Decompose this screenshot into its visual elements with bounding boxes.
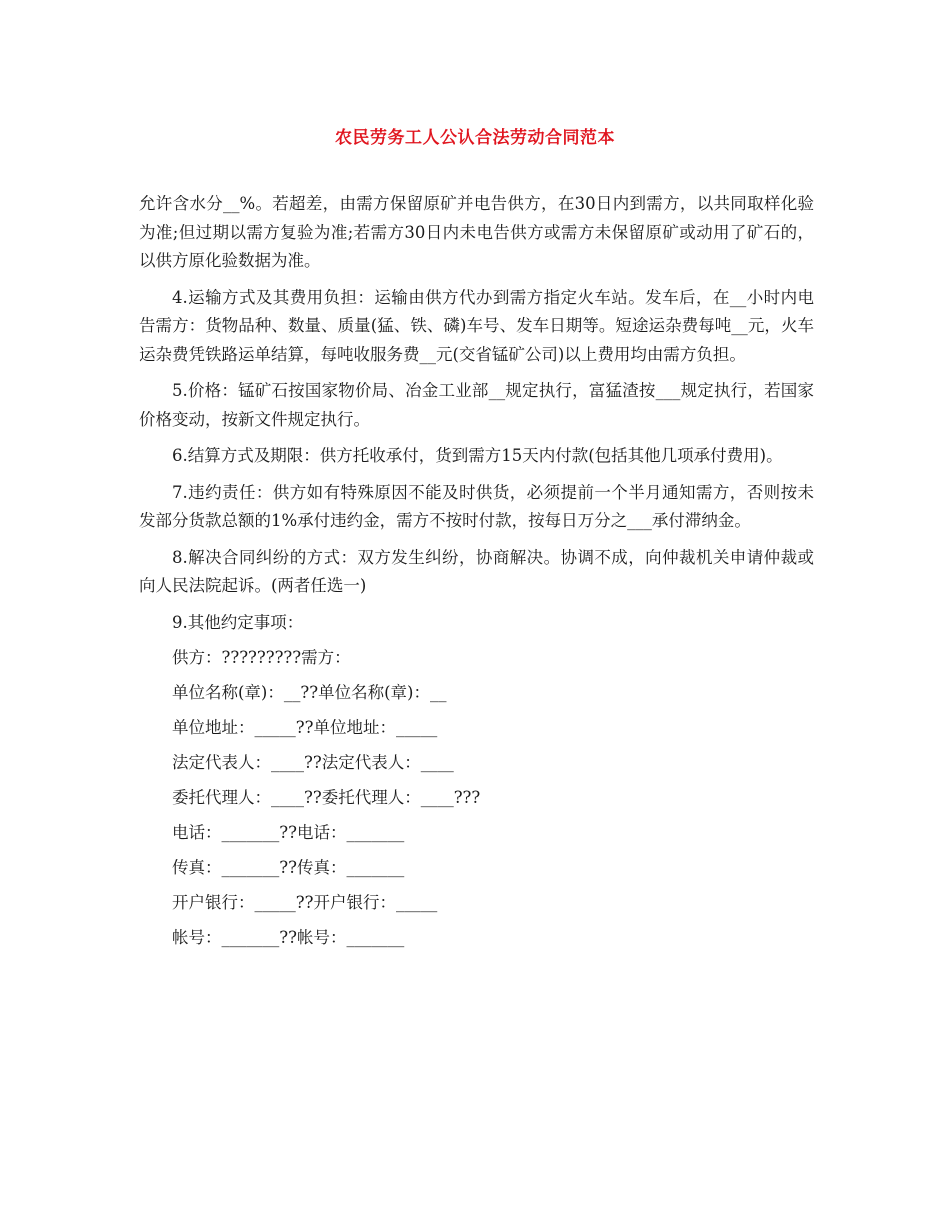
paragraph-moisture: 允许含水分__%。若超差，由需方保留原矿并电告供方，在30日内到需方，以共同取样化验为准;但过期以需方复验为准;若需方30日内未电告供方或需方未保留原矿或动用了矿石的，以供方原化验数据为准。 <box>139 194 814 270</box>
line-other-terms: 9.其他约定事项： <box>172 612 304 632</box>
document-body <box>139 190 814 959</box>
line-account: 帐号：_______??帐号：_______ <box>172 928 405 948</box>
line-company-address: 单位地址：_____??单位地址：_____ <box>172 717 438 737</box>
line-parties: 供方：?????????需方： <box>172 647 351 667</box>
document-title: 农民劳务工人公认合法劳动合同范本 <box>335 128 615 148</box>
line-phone: 电话：_______??电话：_______ <box>172 823 405 843</box>
line-company-name: 单位名称(章)：__??单位名称(章)：__ <box>172 682 447 702</box>
paragraph-dispute: 8.解决合同纠纷的方式：双方发生纠纷，协商解决。协调不成，向仲裁机关申请仲裁或向人民法院起诉。(两者任选一) <box>139 547 814 595</box>
paragraph-settlement: 6.结算方式及期限：供方托收承付，货到需方15天内付款(包括其他几项承付费用)。 <box>172 446 783 465</box>
line-legal-rep: 法定代表人：____??法定代表人：____ <box>172 752 454 772</box>
line-agent: 委托代理人：____??委托代理人：____??? <box>172 787 481 807</box>
paragraph-transport: 4.运输方式及其费用负担：运输由供方代办到需方指定火车站。发车后，在__小时内电告需方：货物品种、数量、质量(猛、铁、磷)车号、发车日期等。短途运杂费每吨__元，火车运杂费凭铁路运单结算，每吨收服务费__元(交省锰矿公司)以上费用均由需方负担。 <box>139 287 814 364</box>
line-bank: 开户银行：_____??开户银行：_____ <box>172 893 438 913</box>
paragraph-liability: 7.违约责任：供方如有特殊原因不能及时供货，必须提前一个半月通知需方，否则按未发部分货款总额的1%承付违约金，需方不按时付款，按每日万分之___承付滞纳金。 <box>139 482 814 530</box>
paragraph-price: 5.价格：锰矿石按国家物价局、冶金工业部__规定执行，富猛渣按___规定执行，若国家价格变动，按新文件规定执行。 <box>139 381 814 429</box>
line-fax: 传真：_______??传真：_______ <box>172 858 405 878</box>
